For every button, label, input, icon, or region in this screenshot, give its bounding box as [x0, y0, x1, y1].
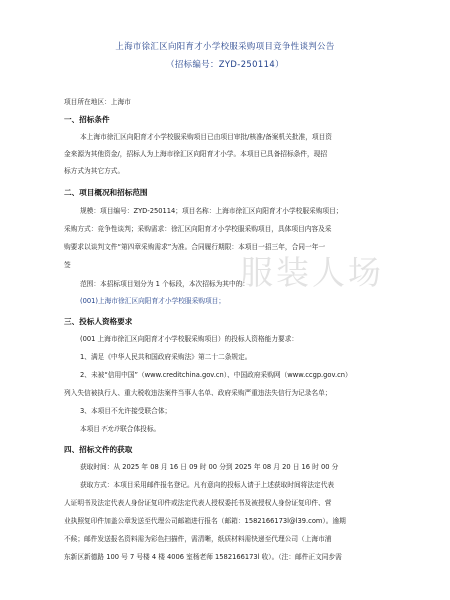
section-2-heading: 二、项目概况和招标范围	[64, 188, 148, 197]
consortium-note-post: 联合体投标。	[120, 425, 161, 433]
acquisition-method-line: 人证明书及法定代表人身份证复印件或法定代表人授权委托书及被授权人身份证复印件、营	[64, 499, 332, 507]
section-1-line: 标方式为其它方式。	[64, 167, 125, 175]
qualification-item: 列入失信被执行人、重大税收违法案件当事人名单、政府采购严重违法失信行为记录名单；	[64, 389, 332, 397]
section-1-line: 金来源为其他资金/，招标人为上海市徐汇区向阳育才小学。本项目已具备招标条件，现招	[64, 150, 328, 158]
consortium-note	[80, 425, 160, 434]
section-2-line: 规模：项目编号：ZYD-250114；项目名称：上海市徐汇区向阳育才小学校服采购项目；	[80, 207, 343, 215]
page-title: 上海市徐汇区向阳育才小学校服采购项目竞争性谈判公告	[115, 41, 335, 51]
section-1-line: 本上海市徐汇区向阳育才小学校服采购项目已由项目审批/核准/备案机关批准，项目资	[80, 133, 332, 141]
section-4-heading: 四、招标文件的获取	[64, 445, 133, 454]
acquisition-method-line: 业执照复印件加盖公章发送至代理公司邮箱进行报名（邮箱：1582166173l@l39.com）。逾期	[64, 517, 346, 525]
watermark-text: 服装人场	[240, 253, 384, 292]
consortium-note-pre: 本项目	[80, 425, 101, 433]
acquisition-method-line: 获取方式：本项目采用邮件报名登记。凡有意向的投标人请于上述获取时间将法定代表	[80, 481, 335, 489]
qualification-item: 1、满足《中华人民共和国政府采购法》第二十二条规定。	[80, 353, 252, 361]
project-location: 项目所在地区：上海市	[64, 98, 131, 106]
bid-number: （招标编号：ZYD-250114）	[166, 59, 284, 69]
section-2-line: 购要求以谈判文件“第四章采购需求”为准。合同履行期限：本项目一招三年，合同一年一	[64, 243, 326, 251]
consortium-note-emphasis: 不允许	[100, 425, 121, 433]
acquisition-method-line: 东新区新德路 100 号 7 号楼 4 楼 4006 室杨老师 1582166173l 收）。（注：邮件正文同步需	[64, 553, 342, 561]
section-2-line: 采购方式：竞争性谈判；采购需求：徐汇区向阳育才小学校服采购项目，具体项目内容及采	[64, 225, 332, 233]
section-2-scope: 范围：本招标项目划分为 1 个标段，本次招标为其中的：	[80, 280, 250, 288]
qualification-item: 2、未被“信用中国”（www.creditchina.gov.cn）、中国政府采购网（www.ccgp.gov.cn）	[80, 371, 352, 379]
section-2-line: 签	[64, 261, 71, 269]
section-1-heading: 一、招标条件	[64, 115, 110, 124]
section-2-lot: (001)上海市徐汇区向阳育才小学校服采购项目；	[80, 297, 226, 305]
qualification-item: 3、本项目不允许接受联合体；	[80, 407, 172, 415]
section-3-heading: 三、投标人资格要求	[64, 317, 133, 326]
acquisition-method-line: 不候；邮件发送报名资料需为彩色扫描件，需清晰，纸质材料需快递至代理公司（上海市浦	[64, 535, 332, 543]
acquisition-time: 获取时间：从 2025 年 08 月 16 日 09 时 00 分到 2025 年 08 月 20 日 16 时 00 分	[80, 463, 339, 471]
section-3-intro: (001 上海市徐汇区向阳育才小学校服采购项目）的投标人资格能力要求：	[80, 335, 299, 343]
